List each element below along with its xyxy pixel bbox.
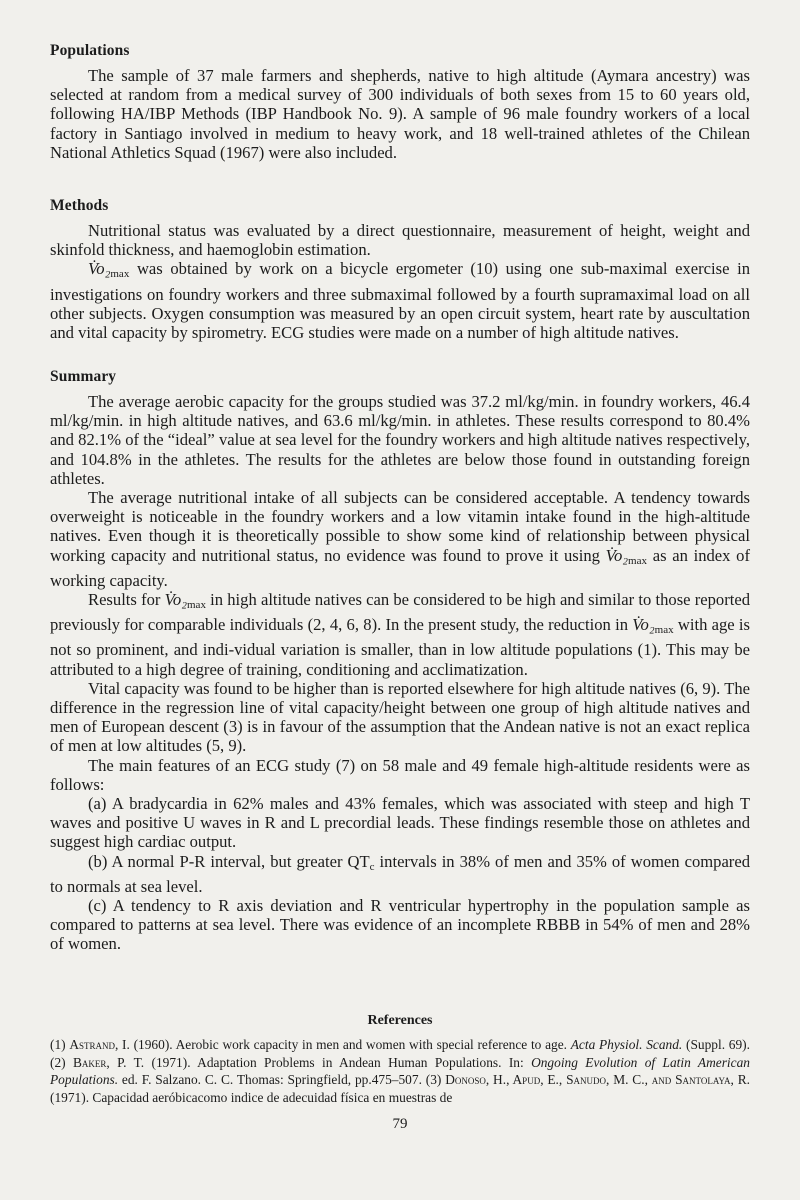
methods-paragraph-2: $V̇o_2_{max}$ was obtained by work on a bicycle ergometer (10) using one sub-maximal exercise in investigations on foundry workers and three submaximal followed by a fourth supramaximal load on all other subjects. Oxygen consumption was measured by an open circuit system, heart rate by auscultation and vital capacity by spirometry. ECG studies were made on a number of high altitude natives. — [50, 259, 750, 343]
references-list: (1) Astrand, I. (1960). Aerobic work capacity in men and women with special reference to age. Acta Physiol. Scand. (Suppl. 69). (2) Baker, P. T. (1971). Adaptation Problems in Andean Human Populations. In: Ongoing Evolution of Latin American Populations. ed. F. Salzano. C. C. Thomas: Springfield, pp.475–507. (3) Donoso, H., Apud, E., Sanudo, M. C., and Santolaya, R. (1971). Capacidad aeróbicacomo indice de adecuidad física en muestras de — [50, 1037, 750, 1105]
methods-paragraph-1: Nutritional status was evaluated by a direct questionnaire, measurement of height, weight and skinfold thickness, and haemoglobin estimation. — [50, 221, 750, 260]
summary-paragraph-1: The average aerobic capacity for the groups studied was 37.2 ml/kg/min. in foundry workers, 46.4 ml/kg/min. in high altitude natives, and 63.6 ml/kg/min. in athletes. These results correspond to 80.4% and 82.1% of the “ideal” value at sea level for the foundry workers and high altitude natives respectively, and 104.8% in the athletes. The results for the athletes are below those found in outstanding foreign athletes. — [50, 392, 750, 488]
summary-item-c: (c) A tendency to R axis deviation and R ventricular hypertrophy in the population sample as compared to patterns at sea level. There was evidence of an incomplete RBBB in 54% of men and 28% of women. — [50, 896, 750, 954]
page-number: 79 — [392, 1116, 408, 1132]
section-methods — [50, 197, 750, 342]
heading-summary: Summary — [50, 368, 117, 385]
summary-paragraph-5: The main features of an ECG study (7) on 58 male and 49 female high-altitude residents were as follows: — [50, 755, 750, 794]
section-summary — [50, 368, 750, 954]
populations-paragraph: The sample of 37 male farmers and shepherds, native to high altitude (Aymara ancestry) was selected at random from a medical survey of 300 individuals of both sexes from 15 to 60 years old, following HA/IBP Methods (IBP Handbook No. 9). A sample of 96 male foundry workers of a local factory in Santiago involved in medium to heavy work, and 18 well-trained athletes of the Chilean National Athletics Squad (1967) were also included. — [50, 66, 750, 162]
heading-populations: Populations — [50, 42, 130, 59]
section-populations — [50, 42, 750, 162]
summary-item-b: (b) A normal P-R interval, but greater $QT_c$ intervals in 38% of men and 35% of women compared to normals at sea level. — [50, 851, 750, 896]
summary-item-a: (a) A bradycardia in 62% males and 43% females, which was associated with steep and high T waves and positive U waves in R and L precordial leads. These findings resemble those on athletes and suggest high cardiac output. — [50, 794, 750, 852]
summary-paragraph-3: Results for $V̇o_2_{max}$ in high altitude natives can be considered to be high and similar to those reported previously for comparable individuals (2, 4, 6, 8). In the present study, the reduction in $V̇o_2_{max}$ with age is not so prominent, and indi-vidual variation is smaller, than in low altitude populations (1). This may be attributed to a high degree of training, conditioning and acclimatization. — [50, 590, 750, 679]
heading-references: References — [367, 1013, 433, 1028]
heading-methods: Methods — [50, 197, 109, 214]
summary-paragraph-2: The average nutritional intake of all subjects can be considered acceptable. A tendency towards overweight is noticeable in the foundry workers and a low vitamin intake found in the high-altitude natives. Even though it is theoretically possible to show some kind of relationship between physical working capacity and nutritional status, no evidence was found to prove it using $V̇o_2_{max}$ as an index of working capacity. — [50, 488, 750, 590]
summary-paragraph-4: Vital capacity was found to be higher than is reported elsewhere for high altitude natives (6, 9). The difference in the regression line of vital capacity/height between one group of high altitude natives and men of European descent (3) is in favour of the assumption that the Andean native is not an exact replica of men at low altitudes (5, 9). — [50, 678, 750, 756]
